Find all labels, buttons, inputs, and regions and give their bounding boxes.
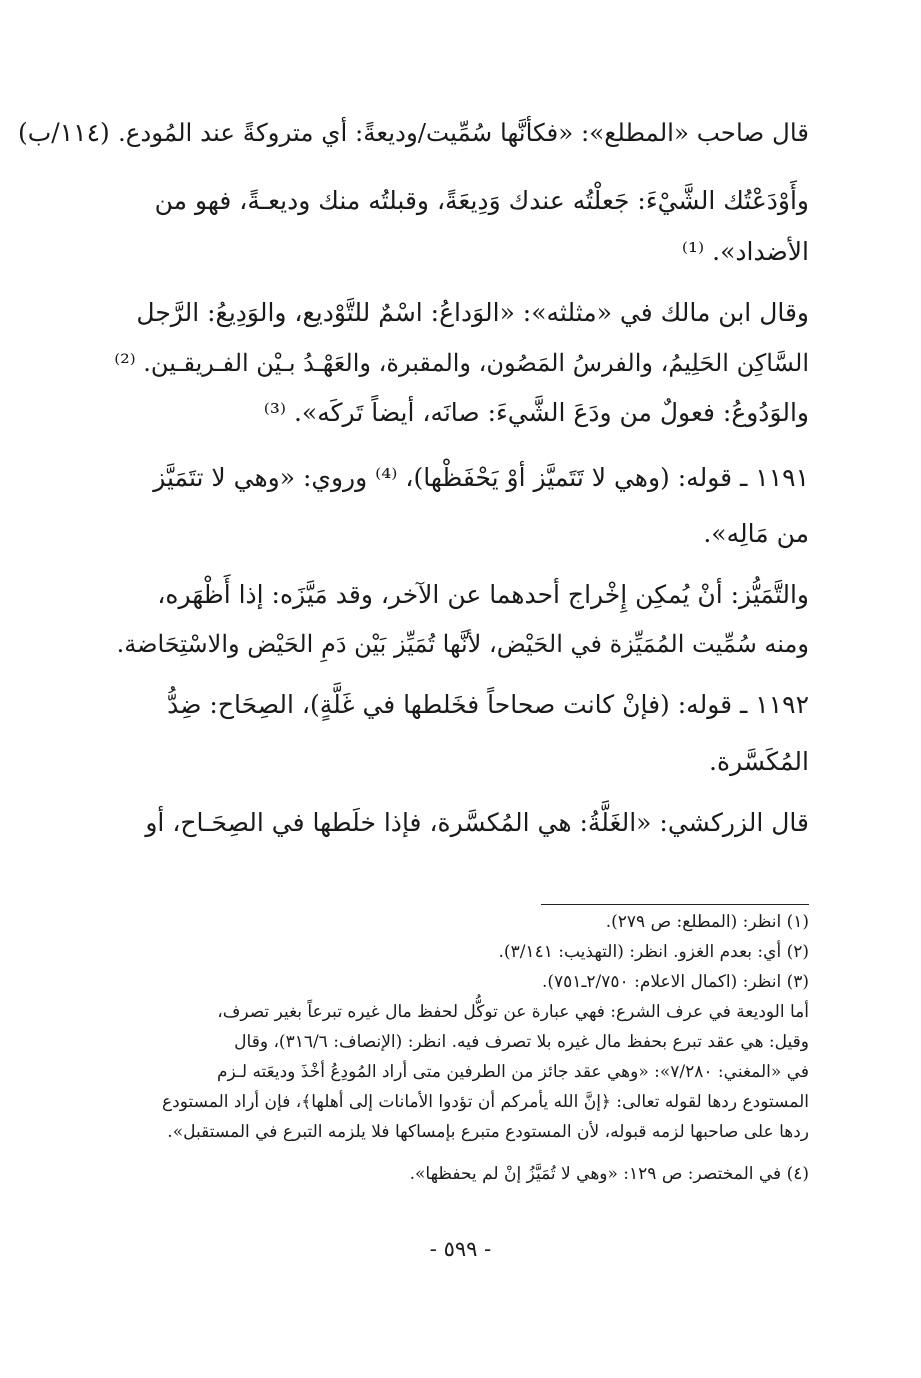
body-line-9: والتَّمَيُّز: أنْ يُمكِن إِخْراج أحدهما عن الآخر، وقد مَيَّزَه: إذا أَظْهَره، <box>157 580 809 609</box>
footnote-separator <box>541 904 809 905</box>
body-line-8: من مَالِه». <box>703 519 809 548</box>
footnote-3-continuation-1: أما الوديعة في عرف الشرع: فهي عبارة عن توكُّل لحفظ مال غيره تبرعاً بغير تصرف، <box>217 1002 809 1022</box>
body-line-3: الأضداد». ⁽¹⁾ <box>681 237 809 266</box>
footnote-3: (٣) انظر: (اكمال الاعلام: ٢/٧٥٠ـ٧٥١). <box>541 972 809 992</box>
body-line-10: ومنه سُمِّيت المُمَيِّزة في الحَيْض، لأنَّها تُمَيِّز بَيْن دَمِ الحَيْض والاسْتِحَاضة. <box>116 630 809 658</box>
footnote-3-continuation-4: المستودع ردها لقوله تعالى: ﴿إنَّ الله يأمركم أن تؤدوا الأمانات إلى أهلها﴾، فإن أراد المستودع <box>162 1092 809 1112</box>
footnote-4: (٤) في المختصر: ص ١٢٩: «وهي لا تُمَيَّزُ إنْ لم يحفظها». <box>409 1164 809 1184</box>
body-line-4: وقال ابن مالك في «مثلثه»: «الوَداعُ: اسْمٌ للتَّوْديع، والوَدِيعُ: الرَّجل <box>136 298 809 327</box>
body-line-2: وأَوْدَعْتُك الشَّيْءَ: جَعلْتُه عندك وَدِيعَةً، وقبلتُه منك وديعـةً، فهو من <box>154 186 809 215</box>
body-line-1: قال صاحب «المطلع»: «فكأنَّها سُمِّيت/وديعةً: أي متروكةً عند المُودع. <box>117 118 809 147</box>
footnote-3-continuation-2: وقيل: هي عقد تبرع بحفظ مال غيره بلا تصرف فيه. انظر: (الإنصاف: ٣١٦/٦)، وقال <box>234 1032 809 1052</box>
footnote-1: (١) انظر: (المطلع: ص ٢٧٩). <box>605 912 809 932</box>
body-line-12: المُكَسَّرة. <box>709 747 809 776</box>
footnote-2: (٢) أي: بعدم الغزو. انظر: (التهذيب: ٣/١٤١). <box>498 942 809 962</box>
body-line-13: قال الزركشي: «الغَلَّةُ: هي المُكسَّرة، فإذا خلَطها في الصِحَـاح، أو <box>145 808 809 837</box>
body-line-6: والوَدُوعُ: فعولٌ من ودَعَ الشَّيءَ: صانَه، أيضاً تَركَه». ⁽³⁾ <box>263 398 809 427</box>
body-line-5: السَّاكِن الحَلِيمُ، والفرسُ المَصُون، والمقبرة، والعَهْـدُ بـيْن الفـريقـين. ⁽²⁾ <box>114 349 809 377</box>
footnote-3-continuation-5: ردها على صاحبها لزمه قبوله، لأن المستودع متبرع بإمساكها فلا يلزمه التبرع في المستقبل». <box>167 1122 809 1142</box>
body-line-11: ١١٩٢ ـ قوله: (فإنْ كانت صحاحاً فخَلطها في غَلَّةٍ)، الصِحَاح: ضِدُّ <box>167 690 809 719</box>
footnote-3-continuation-3: في «المغني: ٧/٢٨٠»: «وهي عقد جائز من الطرفين متى أراد المُودِعُ أخْذَ وديعَته لـزم <box>216 1062 809 1082</box>
margin-folio-reference: (١١٤/ب) <box>18 118 110 147</box>
page-number: - ٥٩٩ - <box>429 1237 492 1261</box>
body-line-7: ١١٩١ ـ قوله: (وهي لا تَتَميَّز أوْ يَحْفَظْها)، ⁽⁴⁾ وروي: «وهي لا تتَمَيَّز <box>153 463 809 492</box>
